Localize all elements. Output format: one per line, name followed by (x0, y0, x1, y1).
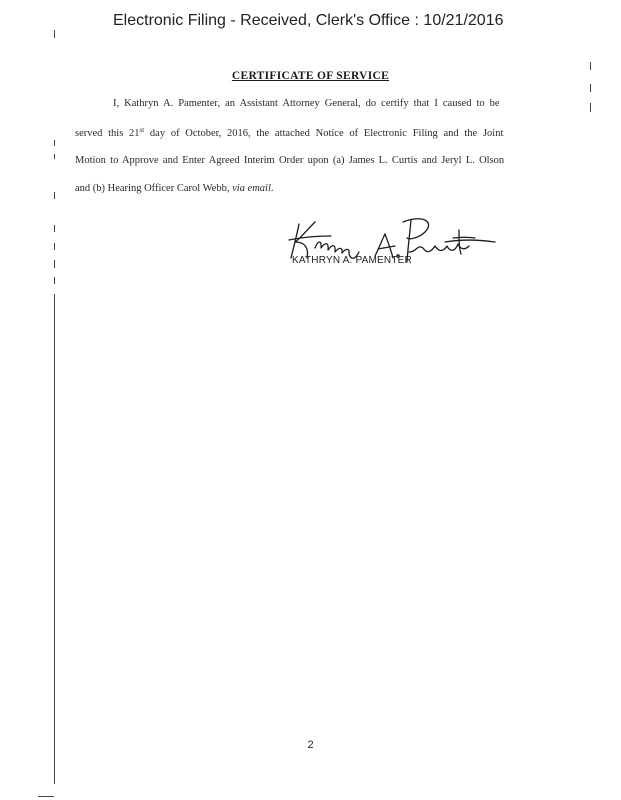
certificate-title: CERTIFICATE OF SERVICE (231, 70, 390, 82)
ordinal-suffix: st (139, 126, 145, 134)
signer-name: KATHRYN A. PAMENTER (292, 255, 412, 266)
body-line-1: I, Kathryn A. Pamenter, an Assistant Attorney General, do certify that I caused to be (113, 98, 500, 109)
sentence-end: . (270, 183, 274, 194)
filing-stamp: Electronic Filing - Received, Clerk's Office : 10/21/2016 (113, 12, 504, 29)
body-line-2 (75, 126, 503, 139)
service-method: via email (232, 183, 271, 194)
served-date-continuation: day of October, 2016, the attached Notice of Electronic Filing and the Joint (144, 128, 504, 139)
served-date-text: served this 21 (75, 128, 140, 139)
page-number: 2 (307, 739, 314, 751)
body-line-4 (75, 183, 274, 194)
recipients-text: and (b) Hearing Officer Carol Webb, (75, 183, 233, 194)
body-line-3: Motion to Approve and Enter Agreed Interim Order upon (a) James L. Curtis and Jeryl L. Olson (75, 155, 505, 166)
